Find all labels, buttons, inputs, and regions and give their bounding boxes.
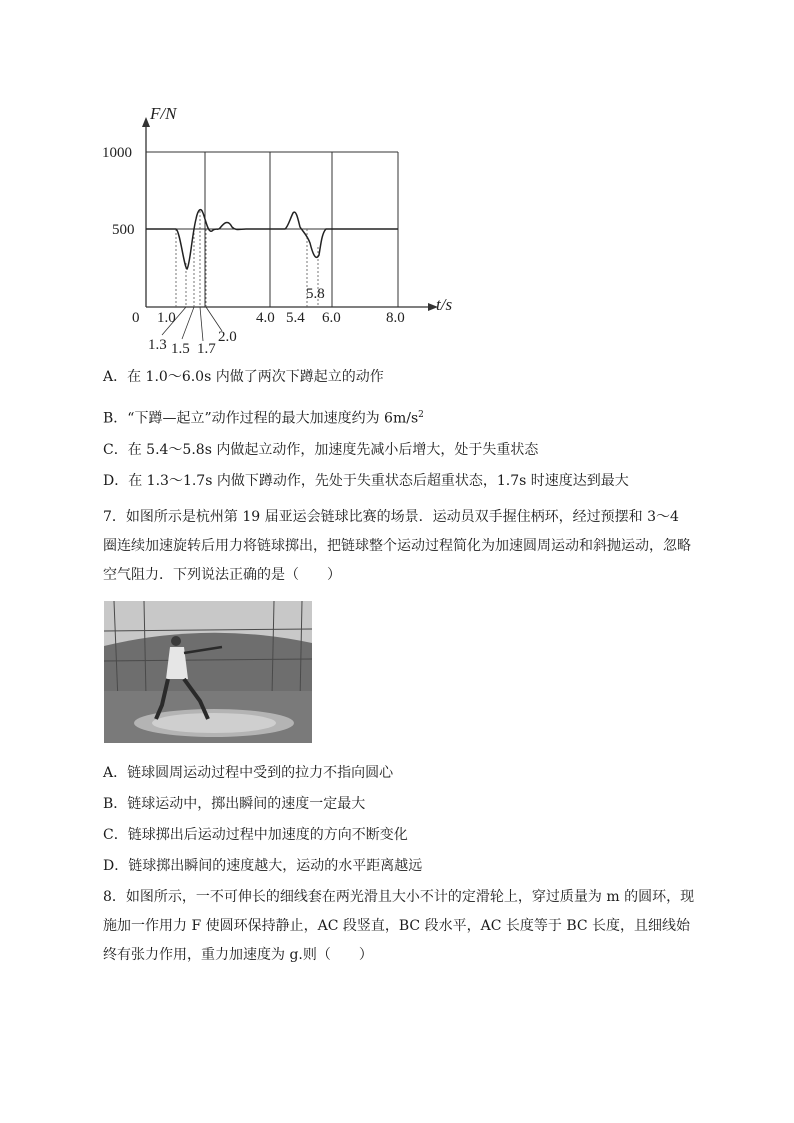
q8-stem: 8．如图所示，一不可伸长的细线套在两光滑且大小不计的定滑轮上，穿过质量为 m 的圆环，现施加一作用力 F 使圆环保持静止，AC 段竖直，BC 段水平，AC 长度等于 BC 长度，且细线始终有张力作用，重力加速度为 g.则（ ） (103, 889, 695, 963)
origin-label: 0 (132, 310, 140, 326)
y-tick-500: 500 (112, 222, 135, 238)
q7-option-d: D．链球掷出瞬间的速度越大，运动的水平距离越远 (103, 858, 423, 874)
q7-stem: 7．如图所示是杭州第 19 届亚运会链球比赛的场景．运动员双手握住柄环，经过预摆和 3～4 圈连续加速旋转后用力将链球掷出，把链球整个运动过程简化为加速圆周运动和斜抛运动，忽略空气阻力．下列说法正确的是（ ） (103, 509, 691, 583)
q6-option-d: D．在 1.3～1.7s 内做下蹲动作，先处于失重状态后超重状态，1.7s 时速度达到最大 (103, 473, 629, 489)
q6-option-b-text: B．“下蹲—起立”动作过程的最大加速度约为 6m/s (103, 410, 419, 427)
y-tick-1000: 1000 (102, 145, 132, 161)
x-tick-8.0: 8.0 (386, 310, 405, 326)
x-tick-5.4: 5.4 (286, 310, 305, 326)
mark-5.8: 5.8 (306, 286, 325, 302)
q7-option-c: C．链球掷出后运动过程中加速度的方向不断变化 (103, 827, 408, 843)
hammer-throw-image (104, 601, 312, 743)
x-tick-6.0: 6.0 (322, 310, 341, 326)
force-time-graph (100, 95, 480, 357)
y-axis-arrow (142, 117, 150, 127)
hammer-throw-photo (104, 601, 312, 743)
x-axis-label: t/s (436, 295, 453, 314)
q7-option-b: B．链球运动中，掷出瞬间的速度一定最大 (103, 796, 366, 812)
x-tick-1.5: 1.5 (171, 341, 190, 357)
x-tick-1.3: 1.3 (148, 337, 167, 353)
q6-option-b (103, 405, 424, 429)
x-tick-4.0: 4.0 (256, 310, 275, 326)
dashed-guides (176, 211, 318, 307)
y-axis-label: F/N (150, 104, 177, 123)
x-tick-2.0: 2.0 (218, 329, 237, 345)
q7-option-a: A．链球圆周运动过程中受到的拉力不指向圆心 (103, 765, 394, 781)
q6-option-a: A．在 1.0～6.0s 内做了两次下蹲起立的动作 (103, 369, 384, 385)
q6-option-b-sup: 2 (418, 410, 424, 420)
x-tick-1.7: 1.7 (197, 341, 216, 357)
force-curve (146, 210, 398, 269)
x-tick-1.0: 1.0 (157, 310, 176, 326)
q6-option-c: C．在 5.4～5.8s 内做起立动作，加速度先减小后增大，处于失重状态 (103, 442, 539, 458)
